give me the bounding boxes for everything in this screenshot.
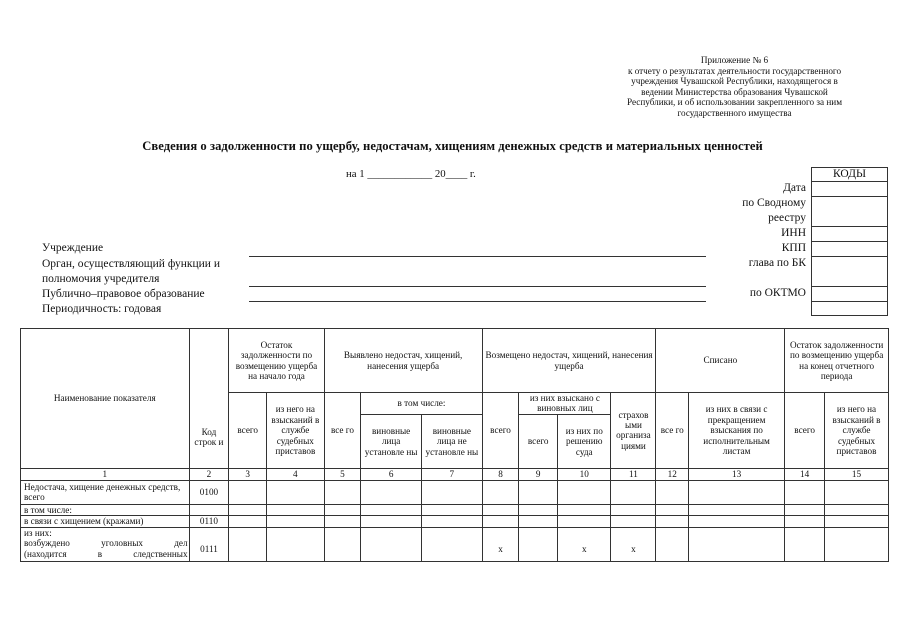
row-label-line: возбуждено уголовных дел	[24, 538, 188, 549]
col-number: 1	[21, 468, 190, 480]
header-compensated-total: всего	[482, 393, 519, 469]
code-cell-date[interactable]	[812, 182, 888, 197]
header-opening-total: всего	[229, 393, 267, 469]
data-cell[interactable]	[229, 516, 267, 527]
data-cell[interactable]	[656, 538, 688, 561]
label-periodicity: Периодичность: годовая	[42, 303, 162, 315]
debt-table	[20, 328, 889, 562]
data-cell[interactable]	[825, 480, 889, 504]
header-guilty-total: всего	[519, 414, 558, 468]
header-including: в том числе:	[361, 393, 482, 415]
label-budget-chapter: глава по БК	[748, 257, 806, 269]
data-cell[interactable]	[229, 538, 267, 561]
data-cell[interactable]	[688, 538, 784, 561]
data-cell[interactable]	[267, 480, 325, 504]
col-number: 12	[656, 468, 688, 480]
table-row	[21, 527, 889, 538]
data-cell[interactable]	[519, 538, 558, 561]
header-written-off-total: все го	[656, 393, 688, 469]
appendix-line: учреждения Чувашской Республики, находящегося в	[631, 76, 838, 87]
row-code: 0110	[189, 516, 229, 527]
header-by-court: из них по решению суда	[558, 414, 611, 468]
col-number: 15	[825, 468, 889, 480]
header-from-guilty: из них взыскано с виновных лиц	[519, 393, 611, 415]
header-written-off: Списано	[656, 329, 785, 393]
x-mark: x	[558, 538, 611, 561]
label-summary-registry: по Сводному	[742, 197, 806, 209]
data-cell[interactable]	[519, 480, 558, 504]
header-opening-balance: Остаток задолженности по возмещению ущерба на начало года	[229, 329, 324, 393]
data-cell[interactable]	[785, 516, 825, 527]
table-row	[21, 538, 889, 561]
code-cell-periodicity[interactable]	[812, 302, 888, 316]
col-number: 6	[361, 468, 422, 480]
data-cell[interactable]	[558, 516, 611, 527]
data-cell[interactable]	[785, 538, 825, 561]
header-compensated: Возмещено недостач, хищений, нанесения ущерба	[482, 329, 656, 393]
data-cell[interactable]	[421, 480, 482, 504]
label-inn: ИНН	[781, 227, 806, 239]
row-label: Недостача, хищение денежных средств, всего	[21, 480, 190, 504]
data-cell[interactable]	[611, 516, 656, 527]
col-number: 10	[558, 468, 611, 480]
header-closing-balance: Остаток задолженности по возмещению ущерба на конец отчетного периода	[785, 329, 889, 393]
appendix-line: Республики, и об использовании закрепленного за ним	[626, 97, 843, 108]
header-indicator: Наименование показателя	[21, 329, 190, 469]
codes-table	[811, 167, 888, 316]
data-cell[interactable]	[656, 516, 688, 527]
col-number: 14	[785, 468, 825, 480]
data-cell[interactable]	[558, 480, 611, 504]
label-municipality: Публично–правовое образование	[42, 288, 205, 300]
code-cell-oktmo[interactable]	[812, 287, 888, 302]
table-row	[21, 516, 889, 527]
data-cell[interactable]	[229, 480, 267, 504]
table-row	[21, 504, 889, 515]
col-number: 2	[189, 468, 229, 480]
label-date: Дата	[783, 182, 806, 194]
data-cell[interactable]	[324, 516, 361, 527]
data-cell[interactable]	[267, 516, 325, 527]
codes-header: КОДЫ	[812, 168, 888, 182]
col-number: 5	[324, 468, 361, 480]
row-label: из них:	[21, 527, 190, 538]
data-cell[interactable]	[361, 538, 422, 561]
data-cell[interactable]	[421, 538, 482, 561]
header-line-code: Код строк и	[189, 329, 229, 469]
header-enforcement-terminated: из них в связи с прекращением взыскания по исполнительным листам	[688, 393, 784, 469]
municipality-field[interactable]	[249, 301, 706, 302]
x-mark: x	[482, 538, 519, 561]
data-cell[interactable]	[267, 538, 325, 561]
row-label-line: (находится в следственных	[24, 548, 188, 559]
label-authority-cont: полномочия учредителя	[42, 273, 160, 285]
header-insurers: страхов ыми организа циями	[611, 393, 656, 469]
appendix-line: к отчету о результатах деятельности государственного	[627, 65, 842, 76]
code-cell-inn[interactable]	[812, 227, 888, 242]
data-cell[interactable]	[421, 516, 482, 527]
header-identified-total: все го	[324, 393, 361, 469]
data-cell[interactable]	[688, 516, 784, 527]
label-oktmo: по ОКТМО	[749, 287, 806, 299]
header-guilty-persons: виновные лица установле ны	[361, 414, 422, 468]
table-row	[21, 480, 889, 504]
data-cell[interactable]	[825, 538, 889, 561]
row-label: в том числе:	[21, 504, 190, 515]
appendix-line: ведении Министерства образования Чувашской	[641, 86, 828, 97]
row-code: 0100	[189, 480, 229, 504]
data-cell[interactable]	[324, 538, 361, 561]
code-cell-kpp[interactable]	[812, 242, 888, 257]
data-cell[interactable]	[611, 480, 656, 504]
data-cell[interactable]	[688, 480, 784, 504]
report-date-line: на 1 ____________ 20____ г.	[346, 168, 476, 180]
col-number: 4	[267, 468, 325, 480]
col-number: 11	[611, 468, 656, 480]
label-registry: реестру	[768, 212, 806, 224]
data-cell[interactable]	[825, 516, 889, 527]
code-cell-budget-chapter[interactable]	[812, 257, 888, 287]
header-closing-bailiff: из него на взысканий в службе судебных приставов	[825, 393, 889, 469]
col-number: 9	[519, 468, 558, 480]
header-opening-bailiff: из него на взысканий в службе судебных приставов	[267, 393, 325, 469]
code-cell-registry[interactable]	[812, 197, 888, 227]
label-kpp: КПП	[781, 242, 806, 254]
data-cell[interactable]	[519, 516, 558, 527]
col-number: 3	[229, 468, 267, 480]
appendix-line: государственного имущества	[677, 107, 792, 118]
document-title: Сведения о задолженности по ущербу, недостачам, хищениям денежных средств и материальных ценностей	[142, 139, 763, 153]
data-cell[interactable]	[656, 480, 688, 504]
label-authority: Орган, осуществляющий функции и	[42, 258, 220, 270]
header-identified: Выявлено недостач, хищений, нанесения ущерба	[324, 329, 482, 393]
row-code: 0111	[189, 538, 229, 561]
appendix-line: Приложение № 6	[700, 55, 769, 65]
col-number: 13	[688, 468, 784, 480]
col-number: 7	[421, 468, 482, 480]
institution-field[interactable]	[249, 256, 706, 257]
col-number: 8	[482, 468, 519, 480]
authority-field[interactable]	[249, 286, 706, 287]
data-cell[interactable]	[361, 480, 422, 504]
data-cell[interactable]	[482, 480, 519, 504]
x-mark: x	[611, 538, 656, 561]
data-cell[interactable]	[482, 516, 519, 527]
label-institution: Учреждение	[42, 242, 104, 254]
row-label: в связи с хищением (кражами)	[21, 516, 190, 527]
header-closing-total: всего	[785, 393, 825, 469]
data-cell[interactable]	[324, 480, 361, 504]
data-cell[interactable]	[361, 516, 422, 527]
data-cell[interactable]	[785, 480, 825, 504]
header-guilty-unknown: виновные лица не установле ны	[421, 414, 482, 468]
row-label	[21, 538, 190, 561]
appendix-note	[592, 55, 877, 119]
